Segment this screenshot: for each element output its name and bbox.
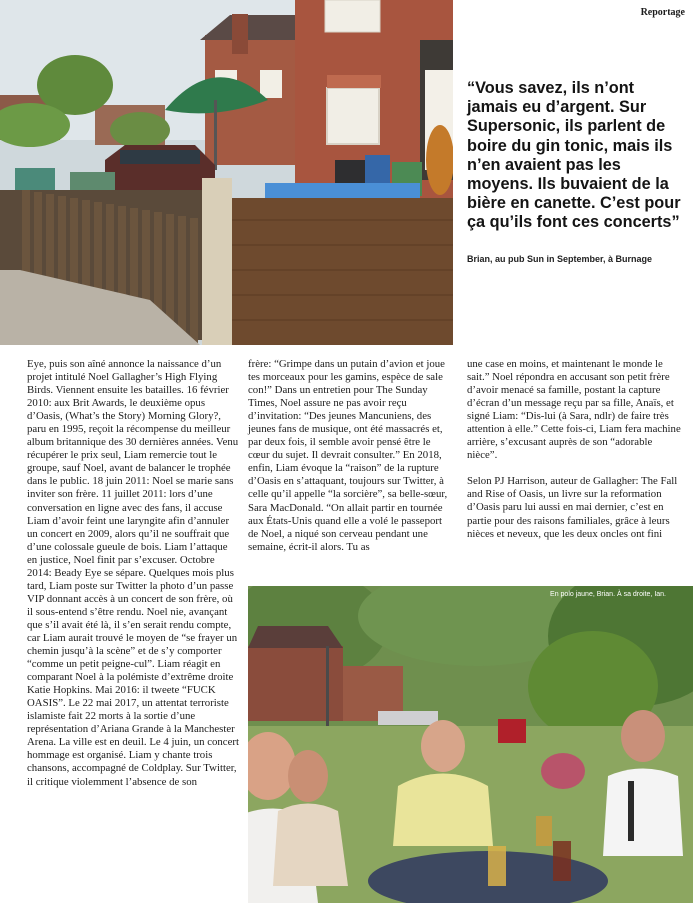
article-paragraph: Selon PJ Harrison, auteur de Gallagher: The Fall and Rise of Oasis, un livre sur la reformation d’Oasis paru lui aussi en mai dernier, c’est en partie pour des raisons familiales, grâce à leurs nièces et neveux, que les deux oncles ont fini bbox=[467, 475, 678, 540]
article-column-2 bbox=[248, 358, 454, 554]
pub-garden-photo bbox=[248, 586, 693, 903]
article-paragraph: Eye, puis son aîné annonce la naissance d’un projet intitulé Noel Gallagher’s High Flying Birds. Viennent ensuite les batailles. 16 février 2010: aux Brit Awards, le deuxième opus d’Oasis, (What’s the Story) Morning Glory?, paru en 1995, reçoit la récompense du meilleur album britannique des 30 dernières années. Venu récupérer le prix seul, Liam remercie tout le groupe, sauf Noel, avant de balancer le trophée dans le public. 18 juin 2011: Noel se marie sans inviter son frère. 11 juillet 2011: lors d’une conversation en ligne avec des fans, il accuse Liam d’avoir feint une laryngite afin d’annuler un concert en 2009, alors qu’il ne souffrait que d’une colossale gueule de bois. Liam l’attaque en justice, Noel finit par s’excuser. Octobre 2014: Beady Eye se sépare. Quelques mois plus tard, Liam poste sur Twitter la photo d’un passe VIP donnant accès à un concert de son frère, où il sous-entend s’être rendu. Noel nie, avançant que s’il avait été là, il s’en serait rendu compte, car Liam aurait trouvé le moyen de “se frayer un chemin jusqu’à la scène” et de s’y comporter “comme un petit peigne-cul”. Liam réagit en comparant Noel à la polémiste d’extrême droite Katie Hopkins. Mai 2016: il tweete “FUCK OASIS”. Le 22 mai 2017, un attentat terroriste islamiste fait 22 morts à la sortie d’une représentation d’Ariana Grande à la Manchester Arena. La ville est en deuil. Le 4 juin, un concert hommage est organisé. Liam y chante trois chansons, accompagné de Coldplay. Sur Twitter, il critique violemment l’absence de son bbox=[27, 358, 239, 788]
article-paragraph: une case en moins, et maintenant le monde le sait.” Noel répondra en accusant son petit frère d’avoir menacé sa famille, postant la capture d’écran d’un message reçu par sa fille, Anaïs, et signé Liam: “Dis-lui (à Sara, ndlr) de faire très attention à elle.” Cette fois-ci, Liam fera machine arrière, s’excusant auprès de son “adorable nièce”. bbox=[467, 358, 681, 462]
article-column-1 bbox=[27, 358, 239, 789]
photo-caption: En polo jaune, Brian. À sa droite, Ian. bbox=[550, 591, 666, 598]
pull-quote-credit: Brian, au pub Sun in September, à Burnage bbox=[467, 254, 653, 264]
pull-quote: “Vous savez, ils n’ont jamais eu d’argent. Sur Supersonic, ils parlent de boire du gin tonic, mais ils n’en avaient pas les moyens. Ils buvaient de la bière en canette. C’est pour ça qu’ils font ces concerts” bbox=[467, 79, 681, 232]
house-garden-photo bbox=[0, 0, 453, 345]
article-column-3 bbox=[467, 358, 681, 541]
section-label: Reportage bbox=[640, 7, 685, 18]
article-paragraph: frère: “Grimpe dans un putain d’avion et joue tes morceaux pour les gamins, espèce de sale con!” Dans un entretien pour The Sunday Times, Noel assure ne pas avoir reçu d’invitation: “Des jeunes Mancuniens, des jeunes fans de musique, ont été massacrés et, par deux fois, il semble avoir pensé être le cœur du sujet. Il devrait consulter.” En 2018, enfin, Liam évoque la “raison” de la rupture d’Oasis en s’attaquant, toujours sur Twitter, à celle qu’il appelle “la sorcière”, sa belle-sœur, Sara MacDonald. “On allait partir en tournée aux États-Unis quand elle a volé le passeport de Noel, a niqué son cerveau pendant une semaine, écrit-il alors. Tu as bbox=[248, 358, 448, 553]
